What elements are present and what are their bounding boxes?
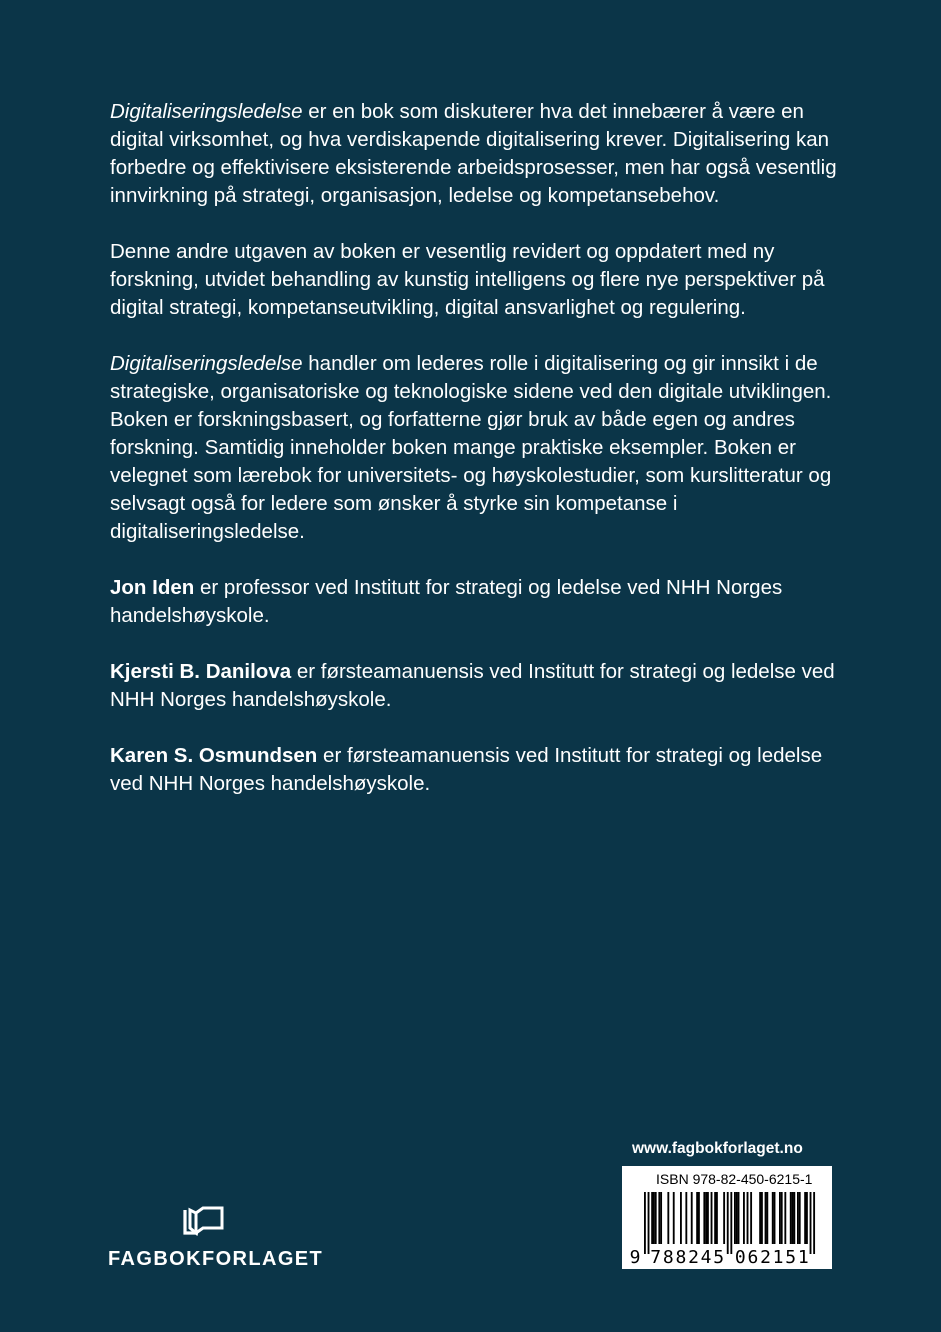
barcode-bar — [792, 1192, 794, 1244]
barcode-bar — [651, 1192, 653, 1244]
barcode-bar — [660, 1192, 662, 1244]
barcode-bar — [711, 1192, 713, 1244]
barcode-bar — [644, 1192, 646, 1254]
barcode-bar — [730, 1192, 732, 1254]
barcode-bar — [653, 1192, 655, 1244]
barcode-digit: 5 — [785, 1247, 797, 1268]
author-bio-1 — [110, 574, 850, 630]
barcode-bar — [667, 1192, 669, 1244]
barcode-bar — [790, 1192, 792, 1244]
barcode-bar — [761, 1192, 763, 1244]
isbn-label: ISBN 978-82-450-6215-1 — [656, 1171, 813, 1187]
author-name: Kjersti B. Danilova — [110, 660, 292, 683]
barcode-bar — [804, 1192, 806, 1244]
isbn-barcode — [622, 1166, 832, 1269]
description-paragraph-3 — [110, 350, 850, 546]
barcode-bar — [774, 1192, 776, 1244]
barcode-bar — [680, 1192, 682, 1244]
paragraph-text: er en bok som diskuterer hva det innebærer å være en digital virksomhet, og hva verdiskapende digitalisering krever. Digitalisering kan forbedre og effektivisere eksisterende arbeidsprosesser, men har også vesentlig innvirkning på strategi, organisasjon, ledelse og kompetansebehov. — [110, 100, 837, 207]
book-title-italic: Digitaliseringsledelse — [110, 352, 303, 375]
barcode-bar — [765, 1192, 767, 1244]
barcode-digit: 4 — [700, 1247, 712, 1268]
author-name: Karen S. Osmundsen — [110, 744, 318, 767]
barcode-bar — [759, 1192, 761, 1244]
barcode-bar — [781, 1192, 783, 1244]
publisher-name: FAGBOKFORLAGET — [108, 1248, 324, 1270]
barcode-bar — [797, 1192, 799, 1244]
barcode-digit: 5 — [713, 1247, 725, 1268]
barcode-bar — [691, 1192, 693, 1244]
barcode-bar — [658, 1192, 660, 1244]
barcode-bar — [723, 1192, 725, 1244]
barcode-bar — [747, 1192, 749, 1244]
barcode-digit: 8 — [662, 1247, 674, 1268]
publisher-logo — [108, 1206, 324, 1271]
barcode-digit: 1 — [797, 1247, 809, 1268]
barcode-digit: 8 — [675, 1247, 687, 1268]
barcode-bar — [810, 1192, 812, 1254]
barcode-bar — [766, 1192, 768, 1244]
barcode-bar — [673, 1192, 675, 1244]
publisher-website: www.fagbokforlaget.no — [632, 1140, 803, 1157]
author-bio-text: er førsteamanuensis ved Institutt for strategi og ledelse ved NHH Norges handelshøyskole. — [110, 660, 835, 711]
barcode-digit: 9 — [629, 1247, 641, 1268]
barcode-bar — [784, 1192, 786, 1244]
barcode-bar — [799, 1192, 801, 1244]
author-bio-2 — [110, 658, 850, 714]
paragraph-text: Denne andre utgaven av boken er vesentlig revidert og oppdatert med ny forskning, utvidet behandling av kunstig intelligens og flere nye perspektiver på digital strategi, kompetanseutvikling, digital ansvarlighet og regulering. — [110, 240, 825, 319]
barcode-bar — [698, 1192, 700, 1244]
description-paragraph-2 — [110, 238, 850, 322]
barcode-bar — [707, 1192, 709, 1244]
barcode-bar — [716, 1192, 718, 1244]
barcode-bar — [696, 1192, 698, 1244]
barcode-bar — [806, 1192, 808, 1244]
author-bio-text: er førsteamanuensis ved Institutt for strategi og ledelse ved NHH Norges handelshøyskole. — [110, 744, 823, 795]
barcode-bar — [813, 1192, 815, 1254]
paragraph-text: handler om lederes rolle i digitalisering og gir innsikt i de strategiske, organisatoriske og teknologiske sidene ved den digitale utviklingen. Boken er forskningsbasert, og forfatterne gjør bruk av både egen og andres forskning. Samtidig inneholder boken mange praktiske eksempler. Boken er velegnet som lærebok for universitets- og høyskolestudier, som kurslitteratur og selvsagt også for ledere som ønsker å styrke sin kompetanse i digitaliseringsledelse. — [110, 352, 832, 543]
barcode-bar — [736, 1192, 738, 1244]
barcode-bar — [727, 1192, 729, 1254]
barcode-bar — [743, 1192, 745, 1244]
barcode-digit: 1 — [772, 1247, 784, 1268]
author-name: Jon Iden — [110, 576, 195, 599]
barcode-bar — [793, 1192, 795, 1244]
book-logo-icon — [183, 1206, 225, 1236]
barcode-bar — [655, 1192, 657, 1244]
barcode-digit: 7 — [650, 1247, 662, 1268]
book-title-italic: Digitaliseringsledelse — [110, 100, 303, 123]
barcode-bar — [714, 1192, 716, 1244]
barcode-bar — [772, 1192, 774, 1244]
author-bio-text: er professor ved Institutt for strategi og ledelse ved NHH Norges handelshøyskole. — [110, 576, 783, 627]
barcode-bar — [779, 1192, 781, 1244]
description-paragraph-1 — [110, 98, 850, 210]
barcode-graphic — [622, 1190, 832, 1269]
barcode-digit: 6 — [747, 1247, 759, 1268]
barcode-bar — [734, 1192, 736, 1244]
barcode-bar — [685, 1192, 687, 1244]
barcode-digit: 2 — [688, 1247, 699, 1268]
barcode-digit: 0 — [734, 1247, 746, 1268]
barcode-bar — [705, 1192, 707, 1244]
barcode-bar — [648, 1192, 650, 1254]
barcode-digit: 2 — [760, 1247, 771, 1268]
barcode-bar — [703, 1192, 705, 1244]
barcode-bar — [750, 1192, 752, 1244]
author-bio-3 — [110, 742, 850, 798]
blurb-text — [110, 98, 850, 826]
barcode-bar — [738, 1192, 740, 1244]
